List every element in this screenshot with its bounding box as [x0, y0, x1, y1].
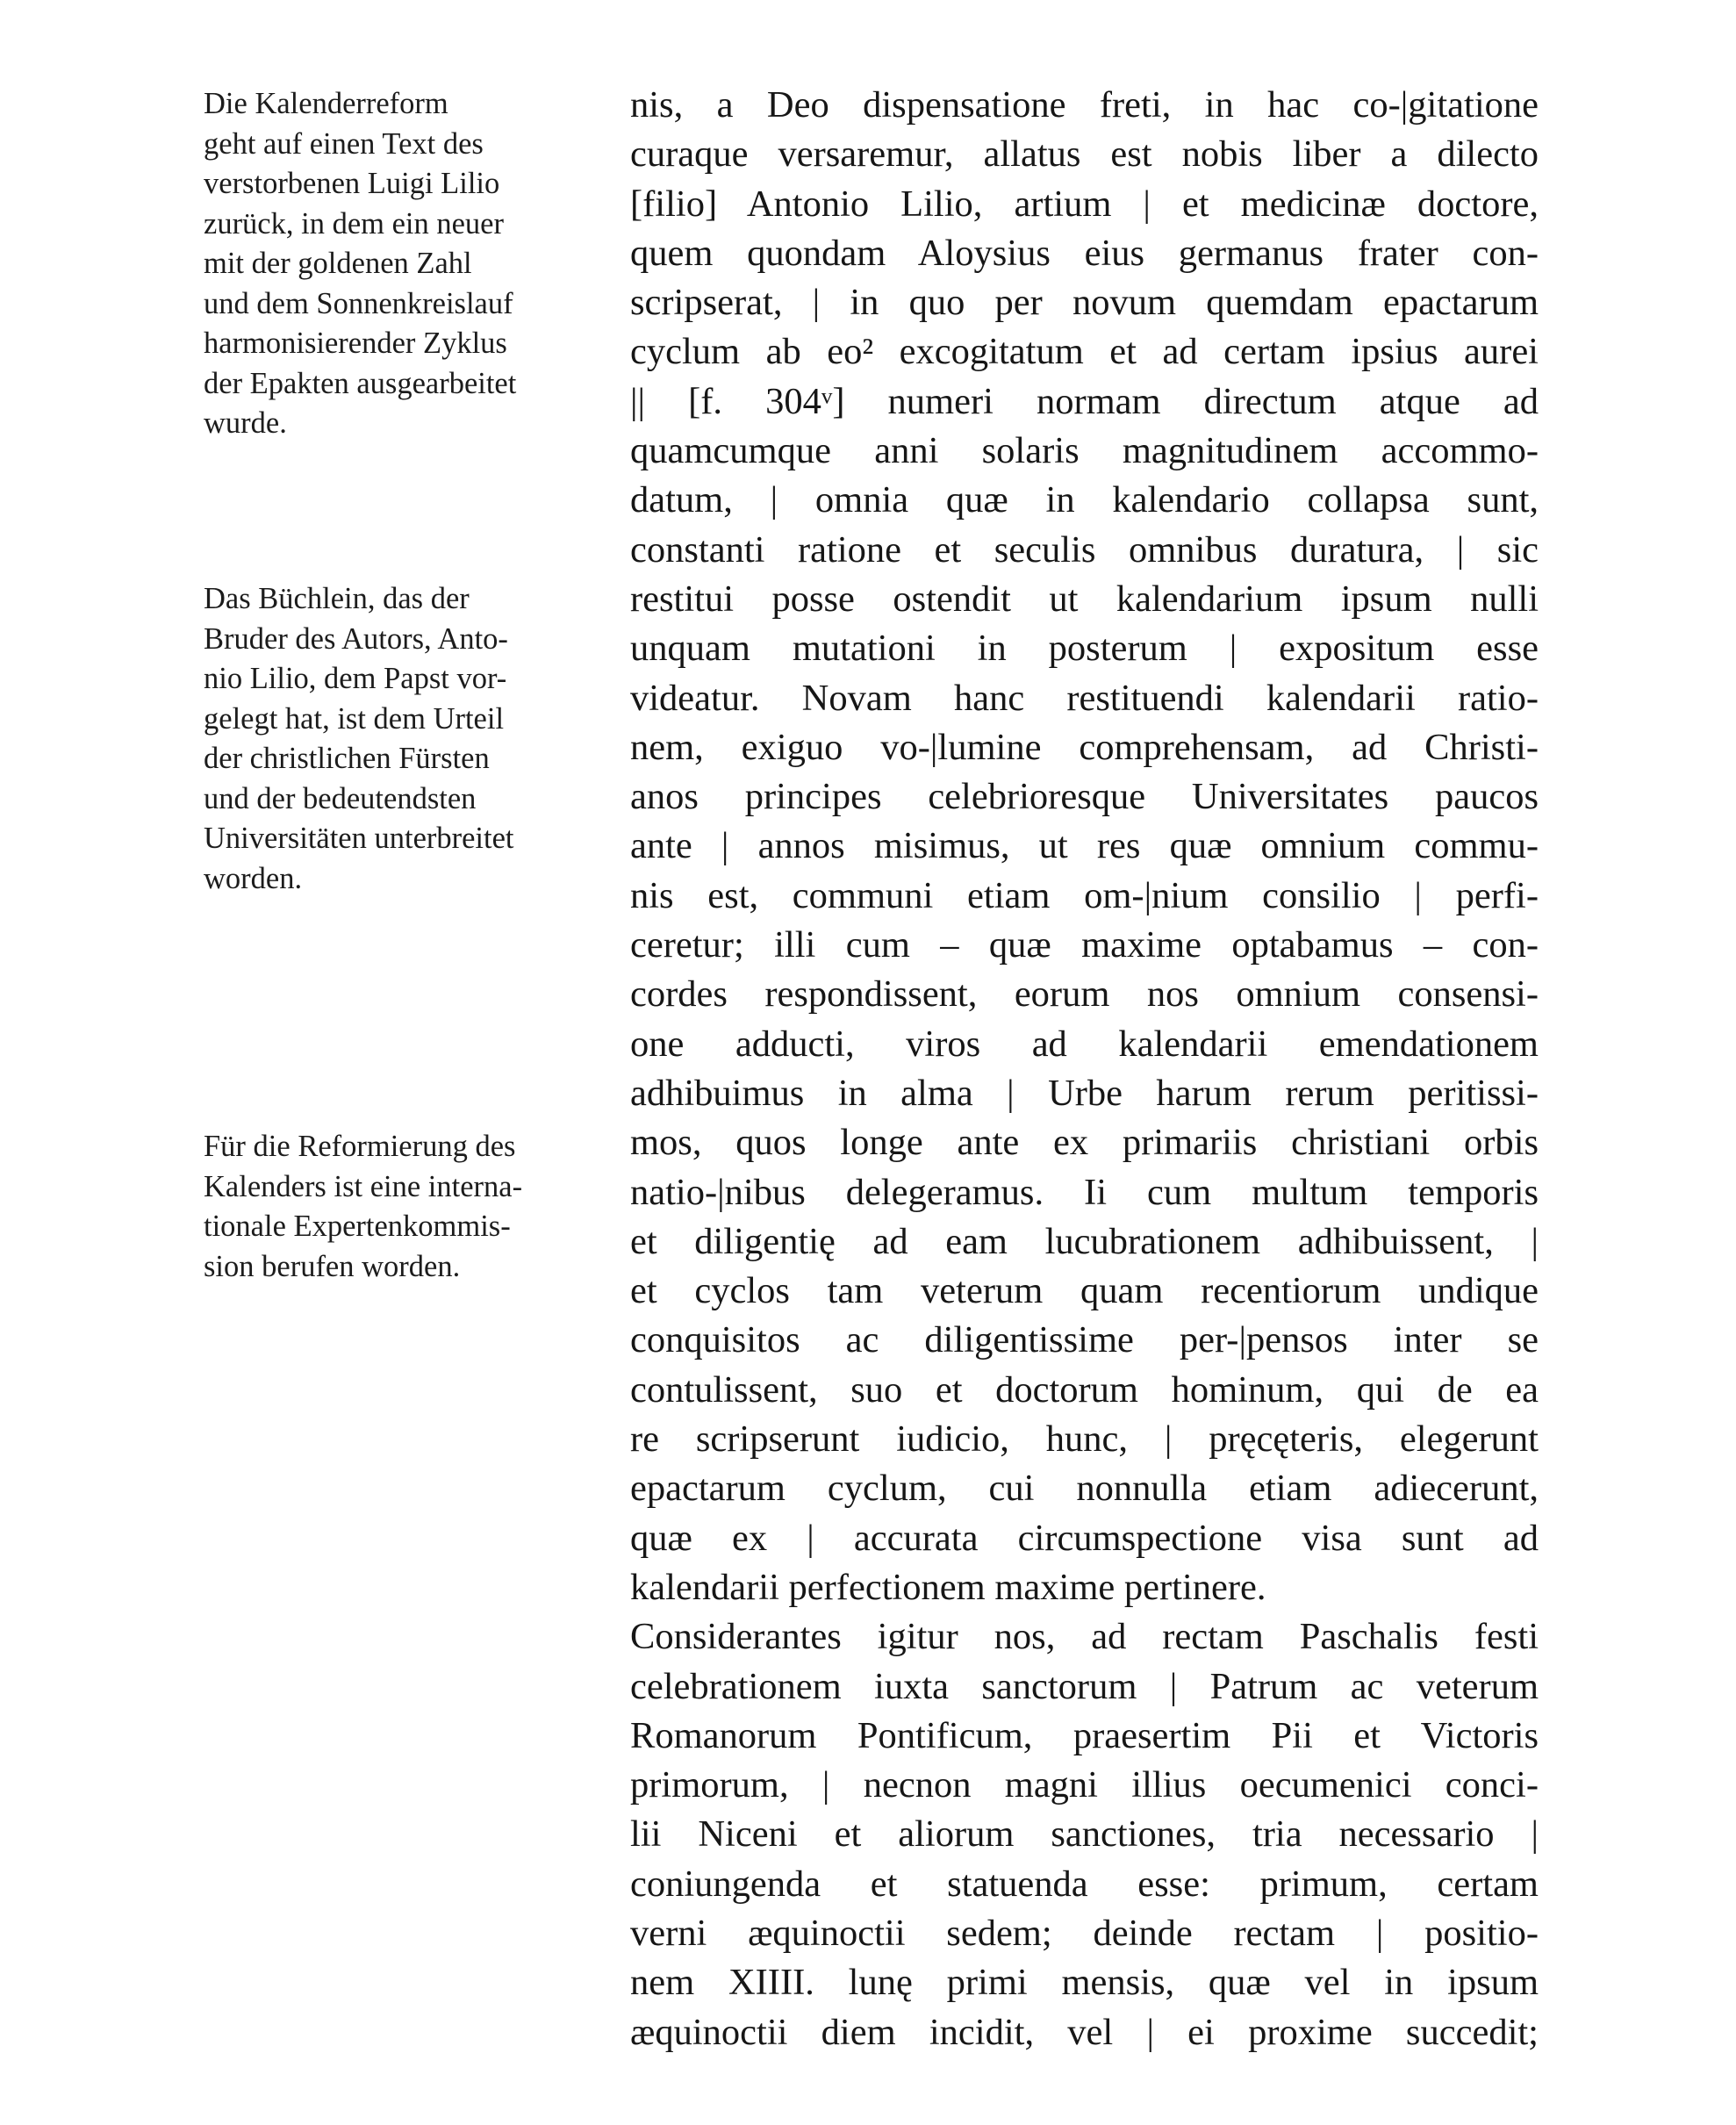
text-line: [630, 624, 1539, 673]
text-line: [630, 723, 1539, 772]
text-line: [630, 2008, 1539, 2057]
text-line: [630, 278, 1539, 327]
text-line: [630, 1316, 1539, 1365]
text-line-content: quæ ex | accurata circumspectione visa sunt ad: [630, 1517, 1539, 1559]
text-line: [630, 526, 1539, 575]
text-line: [630, 1712, 1539, 1761]
text-line-content: cordes respondissent, eorum nos omnium consensi-: [630, 973, 1539, 1016]
text-line: [630, 1118, 1539, 1167]
text-line: [630, 1415, 1539, 1464]
margin-note-line: gelegt hat, ist dem Urteil: [204, 701, 505, 736]
text-line-content: anos principes celebrioresque Universitates paucos: [630, 776, 1539, 818]
text-line: [630, 872, 1539, 921]
text-line: [630, 1563, 1539, 1612]
text-line-content: [filio] Antonio Lilio, artium | et medicinæ doctore,: [630, 183, 1539, 225]
text-line: [630, 1909, 1539, 1958]
text-line-content: nem, exiguo vo-|lumine comprehensam, ad Christi-: [630, 726, 1539, 768]
margin-note-2: [204, 579, 581, 899]
margin-note-3: [204, 1127, 581, 1287]
text-line: [630, 822, 1539, 871]
margin-note-line: zurück, in dem ein neuer: [204, 206, 504, 240]
text-line: [630, 427, 1539, 476]
text-line-content: primorum, | necnon magni illius oecumenici conci-: [630, 1764, 1539, 1806]
margin-note-line: und der bedeutendsten: [204, 781, 477, 815]
margin-note-line: der christlichen Fürsten: [204, 742, 490, 775]
text-line: [630, 674, 1539, 723]
text-line: [630, 1958, 1539, 2007]
text-line: [630, 1217, 1539, 1267]
text-line: [630, 476, 1539, 525]
text-line-content: lii Niceni et aliorum sanctiones, tria necessario |: [630, 1813, 1539, 1856]
text-line: [630, 1267, 1539, 1316]
text-line-content: quamcumque anni solaris magnitudinem accommo-: [630, 430, 1539, 472]
text-line-content: nis, a Deo dispensatione freti, in hac co-|gitatione: [630, 84, 1539, 126]
text-line-content: verni æquinoctii sedem; deinde rectam | positio-: [630, 1912, 1539, 1954]
text-line: [630, 1810, 1539, 1859]
text-line-content: epactarum cyclum, cui nonnulla etiam adiecerunt,: [630, 1468, 1539, 1510]
text-line: [630, 1612, 1539, 1662]
text-line: [630, 1366, 1539, 1415]
text-line-content: scripserat, | in quo per novum quemdam epactarum: [630, 282, 1539, 324]
text-line-content: coniungenda et statuenda esse: primum, certam: [630, 1863, 1539, 1905]
margin-note-line: tionale Expertenkommis-: [204, 1210, 511, 1243]
text-line-content: natio-|nibus delegeramus. Ii cum multum temporis: [630, 1171, 1539, 1213]
text-line-content: celebrationem iuxta sanctorum | Patrum ac veterum: [630, 1665, 1539, 1707]
text-line-content: Considerantes igitur nos, ad rectam Paschalis festi: [630, 1616, 1539, 1658]
text-line: [630, 970, 1539, 1019]
text-line: [630, 1761, 1539, 1810]
margin-note-line: wurde.: [204, 406, 287, 440]
text-line: [630, 575, 1539, 624]
margin-note-line: verstorbenen Luigi Lilio: [204, 167, 500, 200]
text-line-content: cyclum ab eo² excogitatum et ad certam ipsius aurei: [630, 331, 1539, 373]
margin-note-line: geht auf einen Text des: [204, 126, 484, 161]
text-line-content: et cyclos tam veterum quam recentiorum undique: [630, 1270, 1539, 1312]
main-text-column: [630, 81, 1539, 2057]
margin-note-line: harmonisierender Zyklus: [204, 327, 507, 360]
text-line-content: Romanorum Pontificum, praesertim Pii et Victoris: [630, 1714, 1539, 1756]
text-line-content: restitui posse ostendit ut kalendarium ipsum nulli: [630, 578, 1539, 620]
text-line: [630, 1662, 1539, 1712]
text-line: [630, 1168, 1539, 1217]
margin-note-line: Universitäten unterbreitet: [204, 822, 514, 855]
text-line: [630, 1464, 1539, 1513]
text-line: [630, 1860, 1539, 1909]
margin-note-line: sion berufen worden.: [204, 1249, 461, 1283]
text-line-content: conquisitos ac diligentissime per-|pensos inter se: [630, 1319, 1539, 1361]
text-line-content: ante | annos misimus, ut res quæ omnium commu-: [630, 825, 1539, 867]
text-line-content: quem quondam Aloysius eius germanus frater con-: [630, 232, 1539, 274]
text-line-content: constanti ratione et seculis omnibus duratura, | sic: [630, 528, 1539, 571]
text-line-content: ceretur; illi cum – quæ maxime optabamus – con-: [630, 924, 1539, 966]
text-line-content: || [f. 304ᵛ] numeri normam directum atque ad: [630, 380, 1539, 422]
text-line-content: mos, quos longe ante ex primariis christiani orbis: [630, 1122, 1539, 1164]
margin-note-line: nio Lilio, dem Papst vor-: [204, 662, 507, 695]
text-line: [630, 229, 1539, 278]
margin-note-line: Die Kalenderreform: [204, 87, 448, 120]
margin-note-line: Das Büchlein, das der: [204, 582, 470, 615]
margin-note-line: Für die Reformierung des: [204, 1130, 516, 1163]
text-line: [630, 377, 1539, 427]
text-line-content: contulissent, suo et doctorum hominum, qui de ea: [630, 1368, 1539, 1411]
margin-note-line: der Epakten ausgearbeitet: [204, 366, 517, 400]
text-line: [630, 1514, 1539, 1563]
margin-note-line: mit der goldenen Zahl: [204, 247, 472, 280]
margin-note-line: Kalenders ist eine interna-: [204, 1169, 523, 1203]
text-line-content: videatur. Novam hanc restituendi kalendarii ratio-: [630, 677, 1539, 719]
text-line: [630, 772, 1539, 822]
text-line: [630, 921, 1539, 970]
text-line: [630, 1020, 1539, 1069]
text-line: [630, 1069, 1539, 1118]
text-line-content: datum, | omnia quæ in kalendario collapsa sunt,: [630, 479, 1539, 521]
text-line-content: æquinoctii diem incidit, vel | ei proxime succedit;: [630, 2011, 1539, 2053]
margin-note-line: worden.: [204, 861, 303, 895]
text-line: [630, 327, 1539, 377]
text-line: [630, 130, 1539, 179]
text-line-content: unquam mutationi in posterum | expositum esse: [630, 628, 1539, 670]
text-line-content: nis est, communi etiam om-|nium consilio | perfi-: [630, 874, 1539, 916]
margin-note-1: [204, 84, 581, 444]
text-line-content: one adducti, viros ad kalendarii emendationem: [630, 1023, 1539, 1065]
text-line-content: et diligentię ad eam lucubrationem adhibuissent, |: [630, 1220, 1539, 1262]
text-line-content: kalendarii perfectionem maxime pertinere.: [630, 1566, 1266, 1608]
text-line-content: re scripserunt iudicio, hunc, | pręcęteris, elegerunt: [630, 1418, 1539, 1461]
margin-note-line: und dem Sonnenkreislauf: [204, 286, 513, 320]
text-line-content: adhibuimus in alma | Urbe harum rerum peritissi-: [630, 1072, 1539, 1114]
text-line: [630, 180, 1539, 229]
margin-note-line: Bruder des Autors, Anto-: [204, 621, 508, 656]
text-line-content: nem XIIII. lunę primi mensis, quæ vel in ipsum: [630, 1962, 1539, 2004]
text-line-content: curaque versaremur, allatus est nobis liber a dilecto: [630, 133, 1539, 176]
text-line: [630, 81, 1539, 130]
